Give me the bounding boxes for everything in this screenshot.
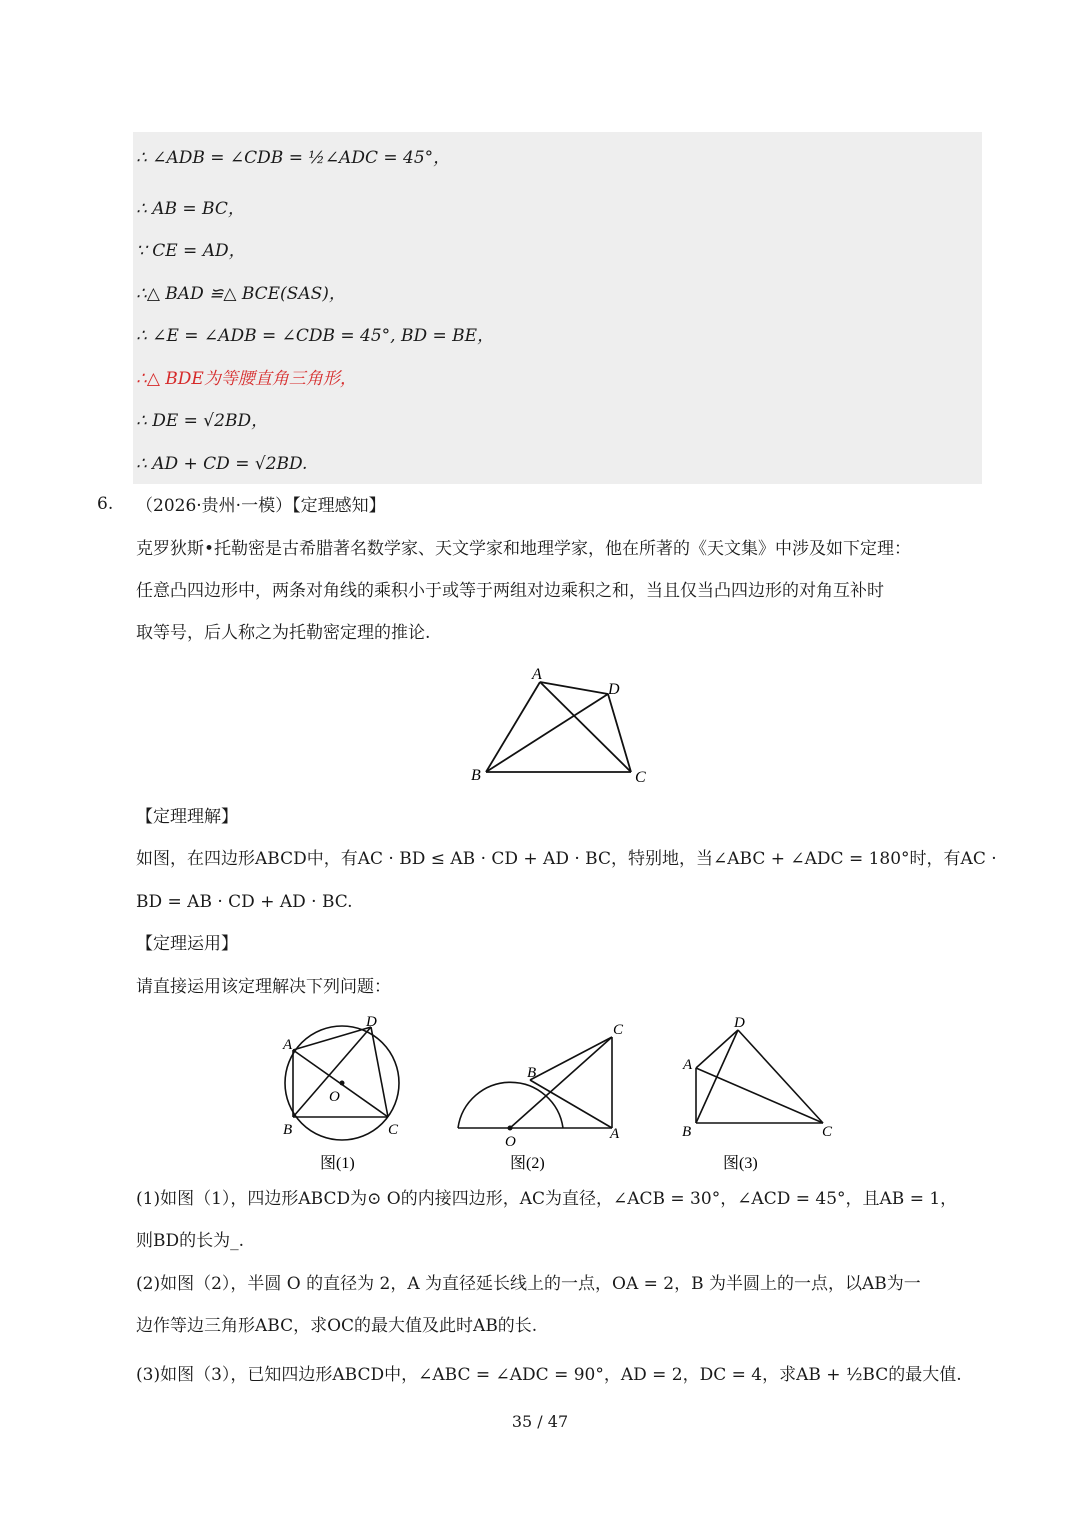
fig1-label-D: D (366, 1014, 377, 1030)
label-A: A (532, 666, 542, 683)
fig3-label-A: A (683, 1057, 693, 1073)
fig1-label-A: A (283, 1037, 293, 1053)
fig1-label-B: B (283, 1122, 293, 1138)
fig3-label-C: C (822, 1124, 833, 1140)
solution-line-2: ∴ AB = BC， (136, 199, 245, 219)
understanding-heading: 【定理理解】 (136, 807, 238, 827)
page-number: 35 / 47 (511, 1412, 569, 1431)
solution-line-4: ∴△ BAD ≌△ BCE(SAS)， (136, 284, 346, 304)
figure-1 (275, 1010, 415, 1175)
part-1-line-1: (1)如图（1），四边形ABCD为⊙ O的内接四边形，AC为直径，∠ACB = 30°，∠ACD = 45°，且AB = 1， (136, 1189, 958, 1209)
intro-line-1: 克罗狄斯•托勒密是古希腊著名数学家、天文学家和地理学家，他在所著的《天文集》中涉及如下定理： (136, 539, 912, 559)
solution-line-7: ∴ DE = √2BD， (136, 411, 269, 431)
fig3-label-D: D (734, 1015, 745, 1031)
understanding-line-1: 如图，在四边形ABCD中，有AC · BD ≤ AB · CD + AD · BC，特别地，当∠ABC + ∠ADC = 180°时，有AC · (136, 849, 997, 869)
intro-line-2: 任意凸四边形中，两条对角线的乘积小于或等于两组对边乘积之和，当且仅当凸四边形的对角互补时 (136, 581, 884, 601)
intro-line-3: 取等号，后人称之为托勒密定理的推论. (136, 623, 431, 643)
part-3-line-1: (3)如图（3），已知四边形ABCD中，∠ABC = ∠ADC = 90°，AD = 2，DC = 4，求AB + ½BC的最大值. (136, 1365, 962, 1385)
fig2-label-B: B (527, 1065, 537, 1081)
figure-2 (450, 1010, 640, 1175)
part-2-line-2: 边作等边三角形ABC，求OC的最大值及此时AB的长. (136, 1316, 538, 1336)
solution-line-8: ∴ AD + CD = √2BD. (136, 454, 308, 474)
solution-line-6: ∴△ BDE为等腰直角三角形， (136, 369, 357, 389)
understanding-line-2: BD = AB · CD + AD · BC. (136, 892, 353, 912)
figure-3 (675, 1010, 845, 1175)
fig2-label-A: A (610, 1126, 620, 1142)
fig1-label-O: O (329, 1089, 340, 1105)
quadrilateral-figure (460, 660, 660, 790)
label-C: C (635, 769, 646, 786)
application-intro: 请直接运用该定理解决下列问题： (136, 977, 391, 997)
part-1-line-2: 则BD的长为_. (136, 1231, 245, 1251)
part-2-line-1: (2)如图（2），半圆 O 的直径为 2，A 为直径延长线上的一点，OA = 2，B 为半圆上的一点，以AB为一 (136, 1274, 921, 1294)
fig1-caption: 图(1) (320, 1155, 355, 1172)
solution-line-1: ∴ ∠ADB = ∠CDB = ½∠ADC = 45°， (136, 148, 451, 168)
fig3-label-B: B (682, 1124, 692, 1140)
solution-line-5: ∴ ∠E = ∠ADB = ∠CDB = 45°, BD = BE， (136, 326, 495, 346)
question-source: （2026·贵州·一模）【定理感知】 (136, 496, 386, 516)
question-number: 6. (97, 494, 114, 514)
fig2-label-O: O (505, 1134, 516, 1150)
label-D: D (608, 681, 620, 698)
fig3-caption: 图(3) (723, 1155, 758, 1172)
label-B: B (471, 767, 481, 784)
application-heading: 【定理运用】 (136, 934, 238, 954)
fig2-label-C: C (613, 1022, 624, 1038)
fig2-caption: 图(2) (510, 1155, 545, 1172)
fig1-label-C: C (388, 1122, 399, 1138)
solution-line-3: ∵ CE = AD， (136, 241, 246, 261)
